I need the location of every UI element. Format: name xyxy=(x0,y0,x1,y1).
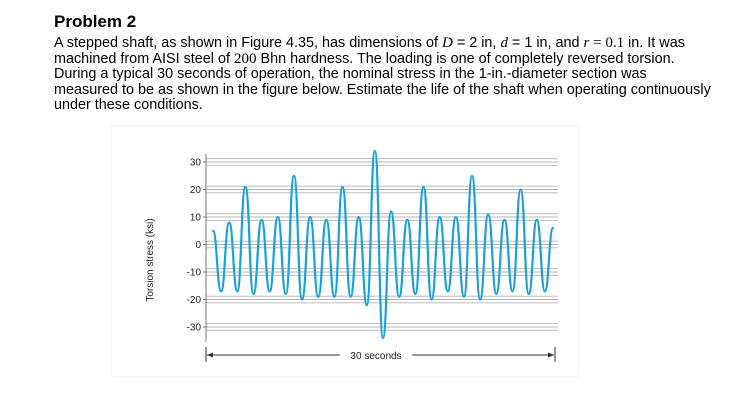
value-d: = 1 in, and xyxy=(507,35,584,51)
y-tick-labels xyxy=(187,158,206,334)
statement-part-1: A stepped shaft, as shown in Figure 4.35, has dimensions of xyxy=(54,35,442,51)
time-span-indicator xyxy=(206,347,555,362)
problem-statement xyxy=(54,36,714,114)
y-tick-label: 20 xyxy=(189,185,201,196)
var-r: r xyxy=(583,35,590,51)
y-tick-label: 10 xyxy=(189,212,201,224)
var-D: D xyxy=(441,35,453,51)
y-axis-label: Torsion stress (ksi) xyxy=(145,218,156,302)
y-tick-label: -10 xyxy=(186,267,201,279)
problem-title: Problem 2 xyxy=(54,12,137,31)
value-D: = 2 in, xyxy=(452,35,501,51)
span-label: 30 seconds xyxy=(350,351,402,362)
torsion-stress-figure xyxy=(112,126,578,376)
value-r: 0.1 xyxy=(605,35,625,51)
statement-part-2: in. It was machined from AISI steel of xyxy=(54,35,685,67)
y-tick-label: -20 xyxy=(186,295,201,306)
torsion-stress-plot xyxy=(112,126,578,376)
y-tick-label: 0 xyxy=(195,240,201,251)
span-arrow-right xyxy=(548,353,554,358)
statement-part-3: Bhn hardness. The loading is one of completely reversed torsion. During a typical 30 seconds of operation, the nominal stress in the 1-in.-diameter section was measured to be as shown in the figure below. Estimate the life of the shaft when operating continuously under these conditions. xyxy=(54,50,711,114)
bhn-value: 200 xyxy=(233,50,257,67)
equals-r: = xyxy=(589,35,606,51)
span-arrow-left xyxy=(207,353,213,358)
y-tick-label: -30 xyxy=(186,322,201,334)
y-tick-label: 30 xyxy=(189,157,201,169)
var-d: d xyxy=(500,35,508,51)
